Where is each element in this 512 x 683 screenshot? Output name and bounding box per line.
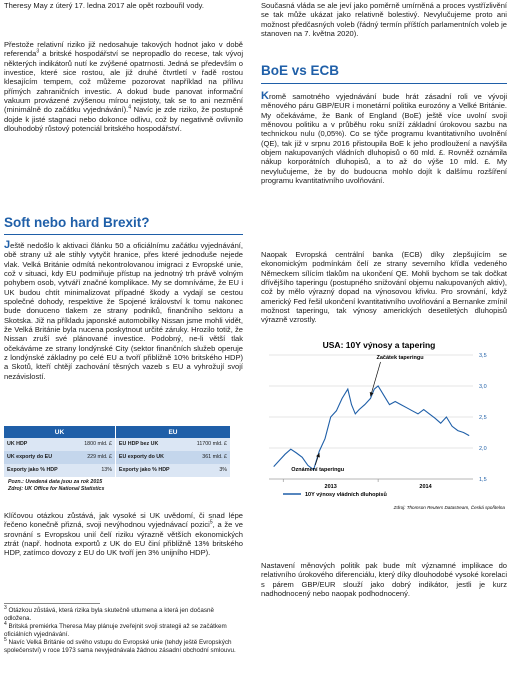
intro-paragraph: Theresy May z úterý 17. ledna 2017 ale opět rozbouřil vody. — [4, 1, 204, 10]
table-row: UK HDP 1800 mld. £ EU HDP bez UK 11700 mld. £ — [4, 438, 230, 451]
brexit-paragraph: Ještě nedošlo k aktivaci článku 50 a oficiálnímu začátku vyjednávání, obě strany už ale stihly vytyčit hranice, přes které jednoduše nejede vlak. Velká Británie odmítá nekontrolovanou imigraci z Evropské unie, což v situaci, kdy EU podmiňuje přístup na jednotný trh právě volným pohybem osob, vytváří značné komplikace. My se domníváme, že EU i UK budou chtít minimalizovat případné škody a vydají se cestou společné dohody, respektive že Spojené království k tomu nakonec bude donuceno tlakem ze strany podniků, finančního sektoru a Skotska. Již na příkladu japonské automobilky Nissan jsme mohli vidět, že Velká Británie byla nucena poskytnout určité záruky. Hrozilo totiž, že Nissan zruší své plánované investice. Podobný, ne-li větší tlak očekáváme ze strany londýnské City (sektor finančních služeb operuje z londýnské základny po celé EU a tvoří přibližně 10% britského HDP) a Skotů, kteří chtějí zachování těsných vazeb s EU a vyhrožují svojí nezávislostí. — [4, 239, 243, 381]
footnote-5: $^5$ Navíc Velká Británie od svého vstupu do Evropské unie (tehdy ještě Evropských společenství) v roce 1973 sama nevyjednávala žádnou zásadní obchodní smlouvu. — [4, 637, 236, 654]
table-row: UK exporty do EU 229 mld. £ EU exporty do UK 361 mld. £ — [4, 451, 230, 464]
footnote-ref-3[interactable]: 3 — [36, 48, 40, 55]
table-note: Pozn.: Uvedená data jsou za rok 2015 — [8, 479, 103, 485]
boe-paragraph: Kromě samotného vyjednávání bude hrát zásadní roli ve vývoji měnového páru GBP/EUR i monetární politika eurozóny a Velké Británie. My očekáváme, že Bank of England (BoE) ještě více uvolní svoji měnovou politiku a v průběhu roku sníží základní úrokovou sazbu na technickou nulu (0,05%). Co se týče programu kvantitativního uvolnění (QE), tak již v srpnu 2016 přistoupila BoE k jeho prodloužení a navýšila objem nakupovaných vládních dluhopisů o 60 mld. £. Rovněž oznámila nákup korporátních dluhopisů, a to až do výše 10 mld. £. My nevylučujeme, že by do budoucna mohlo dojít k dalšímu rozšíření programu kvantitativního uvolňování. — [261, 90, 507, 186]
chart-source: Zdroj: Thomson Reuters Datastream, Česká spořitelna — [393, 505, 505, 510]
footnote-ref-5[interactable]: 5 — [209, 519, 213, 526]
x-tick-label: 2014 — [419, 484, 432, 490]
yield-chart — [261, 337, 507, 512]
section-heading-boe-ecb: BoE vs ECB — [261, 63, 340, 78]
y-tick-label: 2,5 — [479, 415, 487, 421]
series-line — [274, 386, 470, 470]
risk-paragraph: Přestože relativní riziko již nedosahuje takových hodnot jako v době referenda$^3$ a britské hospodářství se nepropadlo do recese, tak vývoj některých indikátorů nutí ke zvýšené opatrnosti. Jedná se především o investice, které sice rostou, ale již druhé čtvrtletí v řadě rostou klesajícím tempem, což můžeme pozorovat například na přílivu přímých zahraničních investic. A dokud bude panovat informační vakuum provázené zvýšenou mírou nejistoty, tak se to ani nezmění (minimálně do začátku vyjednávání).$^4$ Navíc je zde riziko, že postupně dojde k jisté stagnaci nebo dokonce odlivu, což by negativně ovlivnilo dlouhodobý růstový potenciál britského hospodářství. — [4, 40, 243, 134]
heading-divider — [261, 83, 507, 84]
table-head-uk: UK — [4, 426, 115, 438]
footnote-separator — [4, 603, 100, 604]
table-source: Zdroj: UK Office for National Statistics — [8, 485, 105, 492]
table-head-eu: EU — [116, 426, 230, 438]
footnotes — [4, 604, 243, 655]
y-tick-label: 3,0 — [479, 384, 487, 390]
footnote-ref-4[interactable]: 4 — [128, 104, 131, 111]
table-row: Exporty jako % HDP 13% Exporty jako % HDP 3% — [4, 464, 230, 477]
chart-legend — [283, 491, 387, 498]
y-tick-label: 2,0 — [479, 446, 487, 452]
footnote-4: $^4$ Britská premiérka Theresa May plánuje zveřejnit svoji strategii až se začátkem oficiálních vyjednávání. — [4, 621, 227, 638]
legend-label: 10Y výnosy vládních dluhopisů — [305, 492, 387, 498]
uk-eu-table — [4, 426, 230, 492]
arrow-line — [371, 362, 381, 396]
conclusion-paragraph: Nastavení měnových politik pak bude mít významné implikace do relativního úrokového diferenciálu, který díky dlouhodobé vysoké korelaci s párem GBP/EUR slouží jako dobrý indikátor, jestli je kurz nadhodnocený nebo naopak podhodnocený. — [261, 561, 507, 599]
annotation-label: Oznámení taperingu — [291, 467, 345, 473]
government-paragraph: Současná vláda se ale jeví jako poměrně umírněná a proces vystřízlivění se tak může ukázat jako relativně bolestivý. Nevylučujeme proto ani možnost předčasných voleb (řádný termín příštích parlamentních voleb je stanoven na 7. května 2020). — [261, 1, 507, 39]
section-heading-brexit: Soft nebo hard Brexit? — [4, 215, 150, 230]
annotation-label: Začátek taperingu — [376, 355, 424, 361]
chart-title: USA: 10Y výnosy a tapering — [322, 340, 436, 350]
x-tick-label: 2013 — [324, 484, 337, 490]
yield-chart-svg — [261, 337, 507, 512]
y-axis — [479, 353, 487, 483]
position-paragraph: Klíčovou otázkou zůstává, jak vysoké si UK uvědomí, či snad lépe řečeno konečně přizná, svoji nevýhodnou vyjednávací pozici$^5$, a že ve srovnání s Evropskou unií čelí riziku výrazně větších ekonomických ztrát (např. hodnota exportů z UK do EU činí přibližně 13% britského HDP, zatímco dovozy z EU do UK tvoří jen 3% unijního HDP). — [4, 511, 243, 558]
chart-grid — [269, 355, 473, 479]
x-axis — [269, 479, 473, 490]
ecb-paragraph: Naopak Evropská centrální banka (ECB) díky zlepšujícím se ekonomickým podmínkám čelí ze strany severního křídla vedeného Německem sílícím tlakům na ukončení QE. Mohli bychom se tak dočkat dřívějšího taperingu (postupného snižování objemu nakupovaných aktiv), což by mělo výrazný dopad na výnosovou křivku. Pro srovnání, když americký Fed řešil ukončení kvantitativního uvolňování a Bernanke zmínil možnost taperingu, tak výnosy amerických desetiletých dluhopisů výrazně vzrostly. — [261, 250, 507, 325]
series-layer — [274, 386, 470, 470]
annotations-layer — [291, 355, 423, 473]
heading-divider — [4, 234, 243, 235]
y-tick-label: 1,5 — [479, 477, 487, 483]
footnote-3: $^3$ Otázkou zůstává, která rizika byla skutečně utlumena a která jen dočasně odložena. — [4, 604, 214, 622]
y-tick-label: 3,5 — [479, 353, 487, 359]
